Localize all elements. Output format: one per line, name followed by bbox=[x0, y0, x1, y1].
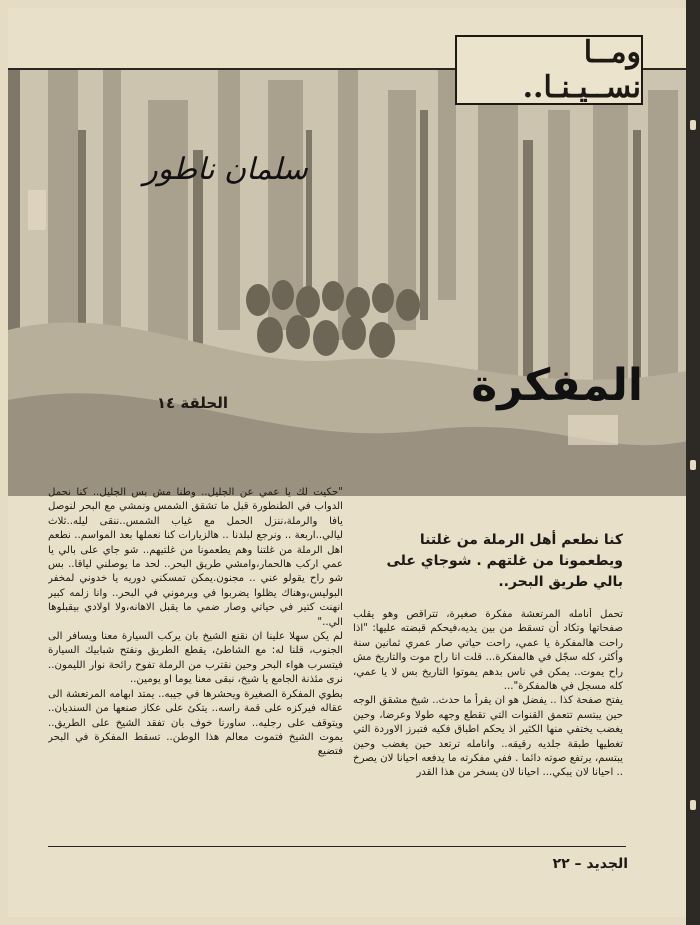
magazine-page bbox=[8, 8, 692, 917]
binding-hole bbox=[690, 460, 696, 470]
right-paragraph: يفتح صفحة كذا .. يفضل هو ان يقرأ ما حدث.. شيخ مشقق الوجه حين يبتسم تتعمق القنوات التي تقطع وجهه طولا وعرضا، وحين يغضب يختفي منها الكثير اذ يحكم اطباق فكيه فتبرز الاوردة التي تغطيها طبقة جلديه رقيقه.. وانامله ترتعد حين يغضب وحين يبتسم، يرتفع صوته دائما . ففي مفكرته ما يدفعه احيانا لان يصرخ .. احيانا لان يبكي... احيانا لان يسخر من هذا القدر bbox=[353, 695, 623, 779]
illustration bbox=[8, 70, 692, 496]
author-name: سلمان ناطور bbox=[143, 152, 308, 187]
illustration-art bbox=[8, 70, 692, 496]
intro-pullquote: كنا نطعم أهل الرملة من غلتنا ويطعمونا من غلتهم . شوجاي على بالي طريق البحر.. bbox=[386, 532, 623, 590]
right-column bbox=[353, 608, 623, 843]
binding-hole bbox=[690, 800, 696, 810]
episode-label: الحلقة ١٤ bbox=[156, 394, 228, 412]
series-title: ومــا نســيـنـا.. bbox=[455, 35, 643, 105]
left-paragraph: لم يكن سهلا علينا ان نقنع الشيخ بان يركب السيارة معنا ويسافر الى الجنوب، قلنا له: مع الشاطئ، يقطع الطريق ونفتح شبابيك السيارة فيتسرب هواء البحر وحين نقترب من الرملة تفوح رائحة نوار الليمون.. نرى مئذنة الجامع يا شيخ، نبقى معنا يوما او يومين.. bbox=[48, 631, 343, 686]
binding-strip bbox=[686, 0, 700, 925]
bottom-rule bbox=[48, 846, 626, 847]
right-paragraph: تحمل أنامله المرتعشة مفكرة صغيرة، تتراقص وهو يقلب صفحاتها وتكاد أن تسقط من بين يديه،فيحكم قبضته عليها: "اذا راحت هالمفكرة يا عمي، راحت حياتي صار عمري ثمانين سنة وأكثر، كله سجّل في هالمفكرة... قلت انا راح موت والتاريخ مش راح يموت.. يمكن في ناس بدهم يموتوا التاريخ بس لا يا عمي، كله مسجل في هالمفكرة"... bbox=[353, 609, 623, 693]
binding-hole bbox=[690, 120, 696, 130]
left-paragraph: "حكيت لك يا عمي عن الجليل.. وطنا مش بس الجليل.. كنا نحمل الدواب في الطنطورة قبل ما تشقق الشمس ونمشي مع البحر لنوصل يافا والرملة،ننزل الحمل مع غياب الشمس..ننقى ليله..ثلاث ليالي..اربعة .. ونرجع لبلدنا .. هالزيارات كنا نعملها بعد المواسم.. نطعم اهل الرملة من غلتنا وهم يطعمونا من غلتيهم.. شو جاي على بالي يا عمي اركب هالحمار،وامشي طريق البحر.. لحد ما يوصلني لياقا.. بس شو راح يقولو عني .. مجنون.يمكن تمسكني دوريه يا خدوني لمخفر البوليس،وهناك يظلوا يضربوا في ويرموني في البحر.. وانا زلمه كبير انهنت كتير في حياتي وصار ضمي ما يقبل الاهانه،ولا اولادي بيقبلوها الي.." bbox=[48, 487, 343, 628]
story-title: المفكرة bbox=[471, 360, 643, 411]
page-footer: الجديد – ٢٢ bbox=[552, 856, 628, 872]
left-paragraph: بطوي المفكرة الصغيرة ويحشرها في جيبه.. يمتد ابهامه المرتعشة الى عقاله فيركزه على قمة راسه.. يتكئ على عكاز صنعها من السنديان.. ويتوقف على رجليه.. ساورنا خوف بان تفقد الشيخ على الطريق.. يموت الشيخ فتموت معالم هذا الوطن.. تسقط المفكرة في البحر فتضيع bbox=[48, 688, 343, 758]
left-column bbox=[48, 486, 343, 841]
